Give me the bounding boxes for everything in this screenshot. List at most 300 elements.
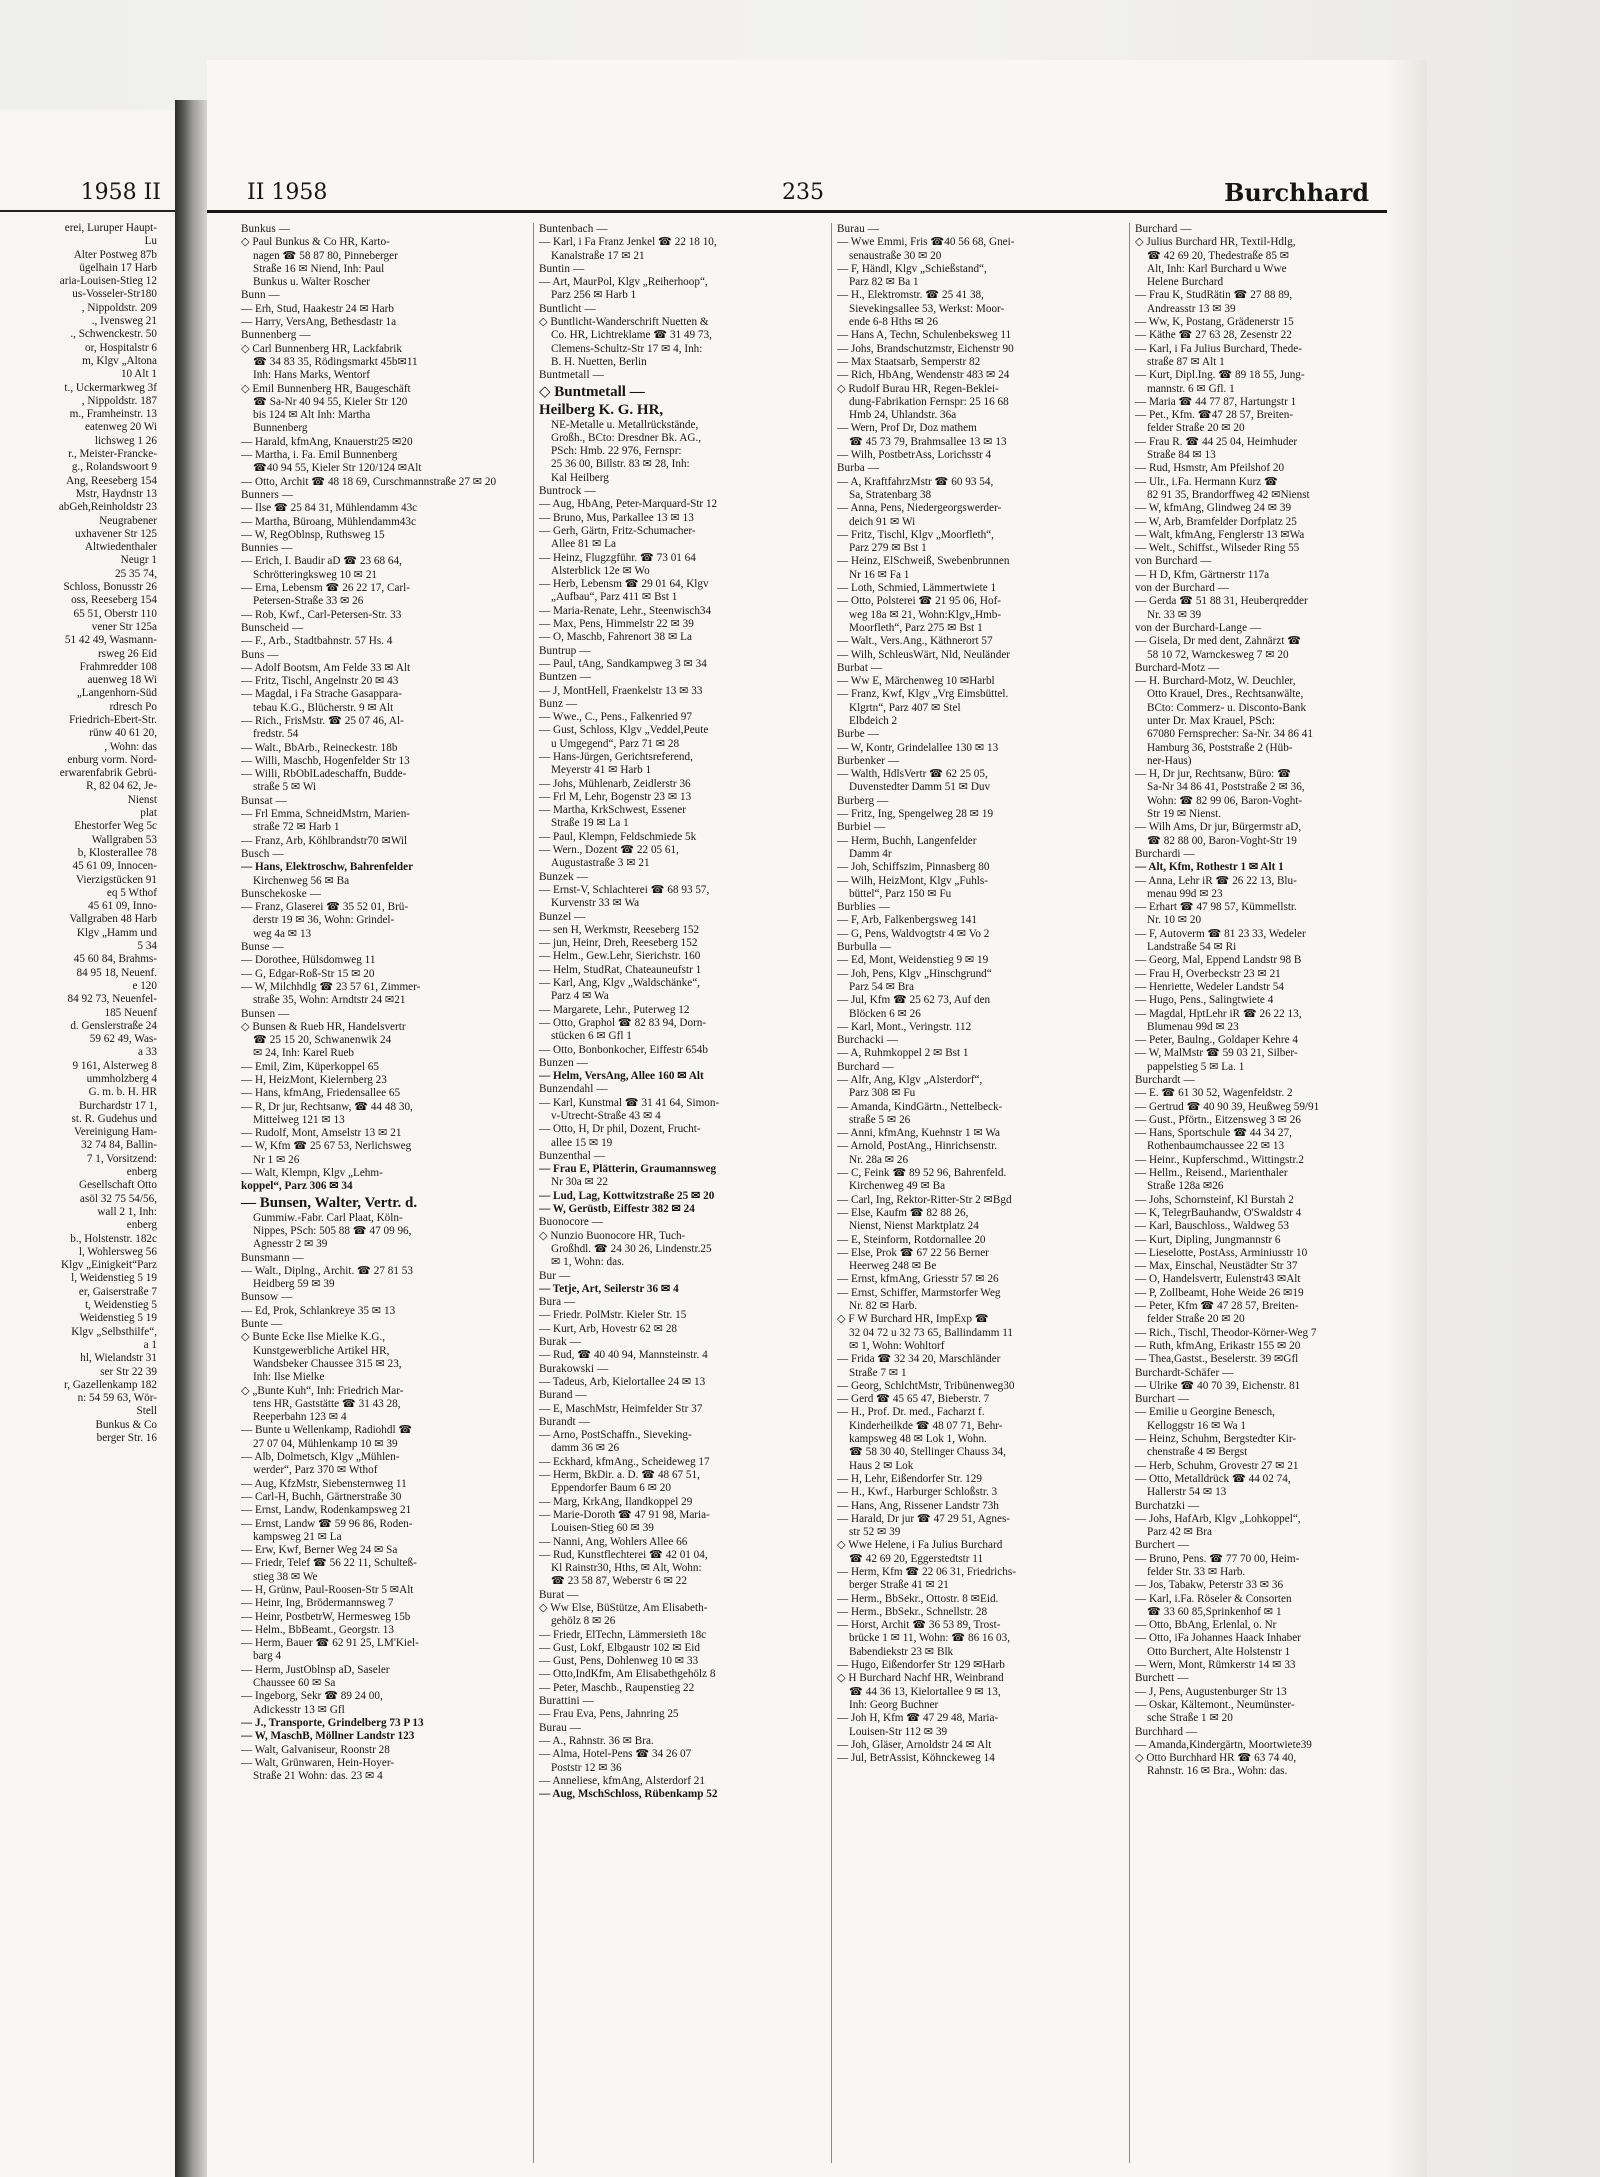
- surname-heading: Bunsmann —: [241, 1251, 304, 1264]
- directory-column-4: [1135, 223, 1421, 2163]
- previous-page-column: [0, 222, 175, 1445]
- directory-entry: kampsweg 48 ✉ Lok 1, Wohn.: [849, 1433, 987, 1446]
- directory-entry: — Ed, Mont, Weidenstieg 9 ✉ 19: [837, 954, 989, 967]
- previous-page-line: a 1: [143, 1338, 157, 1351]
- directory-entry: Petersen-Straße 33 ✉ 26: [253, 595, 364, 608]
- directory-entry: ☎ 42 69 20, Thedestraße 85 ✉: [1147, 249, 1290, 262]
- directory-entry: — Ww, K, Postang, Grädenerstr 15: [1135, 316, 1294, 329]
- previous-page-line: n: 54 59 63, Wör-: [77, 1392, 157, 1405]
- directory-entry: werder“, Parz 370 ✉ Wthof: [253, 1464, 378, 1477]
- previous-page-header: [0, 170, 175, 212]
- previous-page-line: t., Uckermarkweg 3f: [64, 381, 157, 394]
- previous-page-line: Neugr 1: [120, 554, 157, 567]
- previous-page-line: 10 Alt 1: [120, 368, 157, 381]
- directory-entry: — Otto,IndKfm, Am Elisabethgehölz 8: [539, 1668, 716, 1681]
- surname-heading: Buntmetall —: [539, 369, 604, 382]
- directory-entry: — W, MaschB, Möllner Landstr 123: [241, 1730, 415, 1743]
- directory-entry: Kurvenstr 33 ✉ Wa: [551, 897, 640, 910]
- previous-page-line: Gesellschaft Otto: [79, 1179, 157, 1192]
- column-divider: [1129, 223, 1130, 2163]
- directory-entry: — H, Lehr, Eißendorfer Str. 129: [837, 1472, 982, 1485]
- directory-entry: Nr. 10 ✉ 20: [1147, 914, 1202, 927]
- page-year: II 1958: [247, 180, 328, 205]
- directory-entry: Blumenau 99d ✉ 23: [1147, 1020, 1239, 1033]
- surname-heading: Bunzenthal —: [539, 1149, 606, 1162]
- directory-entry: — W, kfmAng, Glindweg 24 ✉ 39: [1135, 502, 1292, 515]
- directory-entry: — Alfr, Ang, Klgv „Alsterdorf“,: [837, 1074, 983, 1086]
- directory-entry: — Harry, VersAng, Bethesdastr 1a: [241, 316, 397, 329]
- directory-entry: — Kurt, Dipling, Jungmannstr 6: [1135, 1233, 1281, 1246]
- directory-entry: — Kurt, Arb, Hovestr 62 ✉ 28: [539, 1322, 678, 1335]
- directory-entry: Straße 21 Wohn: das. 23 ✉ 4: [253, 1770, 383, 1783]
- previous-page-line: G. m. b. H. HR: [88, 1086, 157, 1099]
- directory-entry: v-Utrecht-Straße 43 ✉ 4: [551, 1110, 661, 1122]
- directory-entry: — Ernst, Landw ☎ 59 96 86, Roden-: [241, 1517, 413, 1530]
- directory-entry: — Fritz, Ing, Spengelweg 28 ✉ 19: [837, 808, 994, 821]
- directory-entry: — Fritz, Tischl, Klgv „Moorfleth“,: [837, 528, 994, 541]
- directory-entry: — Frl M, Lehr, Bogenstr 23 ✉ 13: [539, 790, 692, 803]
- directory-entry: — H, Dr jur, Rechtsanw, Büro: ☎: [1135, 768, 1292, 781]
- surname-heading: Burau —: [539, 1721, 582, 1734]
- directory-entry: — Gust, Schloss, Klgv „Veddel,Peute: [539, 724, 709, 737]
- directory-entry: — Arnold, PostAng., Hinrichsenstr.: [837, 1140, 998, 1153]
- surname-heading: Burberg —: [837, 794, 889, 807]
- directory-entry: ner-Haus): [1147, 754, 1192, 767]
- directory-entry: — Gust, Pens, Dohlenweg 10 ✉ 33: [539, 1655, 699, 1668]
- directory-entry: Hallerstr 54 ✉ 13: [1147, 1486, 1227, 1499]
- directory-entry: derstr 19 ✉ 36, Wohn: Grindel-: [253, 914, 395, 927]
- directory-entry: Kal Heilberg: [551, 471, 609, 484]
- previous-page-line: 45 61 09, Innocen-: [72, 860, 157, 873]
- directory-entry: — Marie-Doroth ☎ 47 91 98, Maria-: [539, 1508, 710, 1521]
- directory-entry: — Johs, HafArb, Klgv „Lohkoppel“,: [1135, 1512, 1301, 1525]
- directory-entry: stücken 6 ✉ Gfl 1: [551, 1030, 632, 1043]
- directory-entry: — Hans, Ang, Rissener Landstr 73h: [837, 1499, 999, 1512]
- directory-entry: Reeperbahn 123 ✉ 4: [253, 1411, 347, 1424]
- directory-entry: Nr. 28a ✉ 26: [849, 1153, 909, 1166]
- directory-entry: chenstraße 4 ✉ Bergst: [1147, 1446, 1248, 1459]
- directory-entry: — H D, Kfm, Gärtnerstr 117a: [1135, 568, 1270, 581]
- previous-page-line: d. Genslerstraße 24: [70, 1019, 157, 1032]
- directory-entry: — Walt, Klempn, Klgv „Lehm-: [241, 1167, 383, 1180]
- directory-entry: ◇ F W Burchard HR, ImpExp ☎: [837, 1313, 989, 1326]
- directory-column-1: [241, 223, 527, 2163]
- previous-page-line: Klgv „Hamm und: [76, 926, 157, 939]
- directory-entry: — Ernst, Landw, Rodenkampsweg 21: [241, 1504, 412, 1517]
- directory-entry: 58 10 72, Warnckesweg 7 ✉ 20: [1147, 648, 1289, 661]
- directory-entry: — Ingeborg, Sekr ☎ 89 24 00,: [241, 1690, 383, 1703]
- directory-entry: — Helm., BbBeamt., Georgstr. 13: [241, 1623, 394, 1636]
- previous-page-line: Lu: [144, 235, 157, 248]
- directory-entry: Otto Krauel, Dres., Rechtsanwälte,: [1147, 688, 1304, 701]
- directory-entry: Duvenstedter Damm 51 ✉ Duv: [849, 781, 991, 794]
- directory-entry: — Frida ☎ 32 34 20, Marschländer: [837, 1353, 1001, 1366]
- directory-entry: 27 07 04, Mühlenkamp 10 ✉ 39: [253, 1437, 398, 1450]
- directory-entry: — Jul, Kfm ☎ 25 62 73, Auf den: [837, 994, 991, 1007]
- directory-entry: felder Str. 33 ✉ Harb.: [1147, 1565, 1246, 1578]
- previous-page-line: r., Meister-Francke-: [68, 448, 157, 461]
- directory-entry: Gummiw.-Fabr. Carl Plaat, Köln-: [253, 1211, 403, 1224]
- column-divider: [831, 223, 832, 2163]
- directory-entry: — Gust., Pförtn., Eitzensweg 3 ✉ 26: [1135, 1113, 1301, 1126]
- directory-entry: — Johs, Schornsteinf, Kl Burstah 2: [1135, 1193, 1294, 1206]
- directory-entry: — Herm, Bauer ☎ 62 91 25, LM'Kiel-: [241, 1637, 419, 1650]
- directory-entry: — Peter, Maschb., Raupenstieg 22: [539, 1681, 695, 1694]
- directory-entry: — G, Pens, Waldvogtstr 4 ✉ Vo 2: [837, 927, 990, 940]
- surname-heading: Buntzen —: [539, 671, 592, 684]
- directory-entry: Parz 279 ✉ Bst 1: [849, 542, 927, 555]
- directory-entry: — Ilse ☎ 25 84 31, Mühlendamm 43c: [241, 502, 418, 515]
- previous-page-line: Bunkus & Co: [95, 1418, 157, 1431]
- previous-page-line: 84 95 18, Neuenf.: [76, 966, 157, 979]
- directory-entry: Kinderheilkde ☎ 48 07 71, Behr-: [849, 1419, 1003, 1432]
- directory-entry: — Karl, Mont., Veringstr. 112: [837, 1020, 972, 1033]
- directory-entry: straße 72 ✉ Harb 1: [253, 821, 340, 834]
- directory-entry: — R, Dr jur, Rechtsanw, ☎ 44 48 30,: [241, 1100, 413, 1113]
- surname-heading: Burchart —: [1135, 1393, 1190, 1406]
- directory-entry: — Friedr, ElTechn, Lämmersieth 18c: [539, 1628, 707, 1641]
- directory-entry: Großh., BCto: Dresdner Bk. AG.,: [551, 431, 702, 444]
- directory-entry: Otto Burchert, Alte Holstenstr 1: [1147, 1645, 1291, 1658]
- previous-page-line: eq 5 Wthof: [106, 886, 157, 899]
- directory-entry: Agnesstr 2 ✉ 39: [253, 1238, 328, 1251]
- directory-entry: ◇ Julius Burchard HR, Textil-Hdlg,: [1135, 236, 1296, 249]
- directory-entry: Nr 16 ✉ Fa 1: [849, 568, 910, 581]
- previous-page-line: auenweg 18 Wi: [87, 674, 157, 687]
- directory-entry: — Gertrud ☎ 40 90 39, Heußweg 59/91: [1135, 1100, 1320, 1113]
- directory-entry: Blöcken 6 ✉ 26: [849, 1007, 921, 1020]
- previous-page-line: Wallgraben 53: [91, 833, 157, 846]
- previous-page-line: m., Framheinstr. 13: [69, 408, 157, 421]
- directory-entry: Schrötteringksweg 10 ✉ 21: [253, 568, 378, 581]
- directory-entry: Parz 42 ✉ Bra: [1147, 1526, 1212, 1539]
- previous-page-line: 7 1, Vorsitzend:: [86, 1152, 157, 1165]
- directory-entry: ☎ 45 73 79, Brahmsallee 13 ✉ 13: [849, 435, 1007, 448]
- directory-entry: — Emil, Zim, Küperkoppel 65: [241, 1060, 379, 1073]
- surname-heading: Burbat —: [837, 661, 883, 674]
- directory-entry: — Rob, Kwf., Carl-Petersen-Str. 33: [241, 608, 402, 621]
- directory-entry: pappelstieg 5 ✉ La. 1: [1147, 1060, 1245, 1073]
- directory-entry: — K, TelegrBauhandw, O'Swaldstr 4: [1135, 1206, 1302, 1219]
- directory-entry: — Herm, JustOblnsp aD, Saseler: [241, 1663, 390, 1676]
- directory-entry: Heilberg K. G. HR,: [539, 401, 664, 418]
- directory-entry: Poststr 12 ✉ 36: [551, 1761, 622, 1774]
- directory-entry: — J., Transporte, Grindelberg 73 P 13: [241, 1716, 424, 1729]
- directory-entry: — W, Milchhdlg ☎ 23 57 61, Zimmer-: [241, 980, 421, 993]
- directory-entry: ◇ H Burchard Nachf HR, Weinbrand: [837, 1672, 1004, 1685]
- previous-page-line: Stell: [136, 1405, 157, 1418]
- directory-column-3: [837, 223, 1123, 2163]
- directory-entry: — Marg, KrkAng, Ilandkoppel 29: [539, 1495, 693, 1508]
- directory-entry: — H. Burchard-Motz, W. Deuchler,: [1135, 675, 1296, 688]
- directory-entry: — Herm., BbSekr., Schnellstr. 28: [837, 1605, 988, 1618]
- directory-entry: allee 15 ✉ 19: [551, 1136, 613, 1149]
- directory-entry: — Erich, I. Baudir aD ☎ 23 68 64,: [241, 555, 402, 568]
- directory-entry: — Otto, Bonbonkocher, Eiffestr 654b: [539, 1043, 708, 1056]
- directory-entry: Nr 1 ✉ 26: [253, 1153, 300, 1166]
- directory-entry: — A, KraftfahrzMstr ☎ 60 93 54,: [837, 475, 994, 488]
- directory-entry: Augustastraße 3 ✉ 21: [551, 857, 650, 870]
- directory-entry: — J, Pens, Augustenburger Str 13: [1135, 1685, 1287, 1698]
- previous-page: [0, 110, 176, 2177]
- surname-heading: Buonocore —: [539, 1216, 604, 1229]
- directory-entry: Inh: Georg Buchner: [849, 1698, 939, 1711]
- previous-page-line: 185 Neuenf: [104, 1006, 157, 1019]
- directory-entry: — Aug, MschSchloss, Rübenkamp 52: [539, 1788, 718, 1801]
- directory-entry: — W, Kontr, Grindelallee 130 ✉ 13: [837, 741, 999, 754]
- previous-page-line: enburg vorm. Nord-: [67, 753, 157, 766]
- surname-heading: Burau —: [837, 223, 880, 235]
- previous-page-line: Weidenstieg 5 19: [79, 1312, 157, 1325]
- directory-entry: — Jul, BetrAssist, Köhnckeweg 14: [837, 1752, 995, 1765]
- directory-entry: Haus 2 ✉ Lok: [849, 1459, 914, 1472]
- surname-heading: Bunzendahl —: [539, 1083, 608, 1096]
- directory-entry: Parz 4 ✉ Wa: [551, 990, 609, 1003]
- directory-entry: Helene Burchard: [1147, 276, 1224, 289]
- directory-entry: — Frau H, Overbeckstr 23 ✉ 21: [1135, 967, 1281, 980]
- directory-entry: — Käthe ☎ 27 63 28, Zesenstr 22: [1135, 329, 1292, 342]
- directory-entry: — F, Arb, Falkenbergsweg 141: [837, 914, 977, 927]
- directory-entry: ☎ 58 30 40, Stellinger Chauss 34,: [849, 1446, 1006, 1459]
- directory-entry: PSch: Hmb. 22 976, Fernspr:: [551, 445, 682, 458]
- surname-heading: Burchacki —: [837, 1034, 899, 1047]
- directory-entry: — Ulr., i.Fa. Hermann Kurz ☎: [1135, 475, 1278, 488]
- surname-heading: Buntlicht —: [539, 302, 596, 315]
- surname-heading: Burakowski —: [539, 1362, 609, 1375]
- directory-entry: — H, HeizMont, Kielernberg 23: [241, 1074, 387, 1086]
- directory-entry: ◇ Carl Bunnenberg HR, Lackfabrik: [241, 342, 402, 355]
- directory-entry: ☎ Sa-Nr 40 94 55, Kieler Str 120: [253, 395, 408, 408]
- previous-page-line: 65 51, Oberstr 110: [73, 607, 157, 620]
- directory-entry: — Hellm., Reisend., Marienthaler: [1135, 1167, 1288, 1180]
- directory-entry: — Joh, Gläser, Arnoldstr 24 ✉ Alt: [837, 1738, 992, 1751]
- directory-entry: straße 35, Wohn: Arndtstr 24 ✉21: [253, 994, 406, 1007]
- directory-entry: NE-Metalle u. Metallrückstände,: [551, 418, 699, 431]
- surname-heading: Burchert —: [1135, 1539, 1190, 1552]
- page-header: [207, 170, 1387, 213]
- surname-heading: Buntrup —: [539, 644, 591, 657]
- directory-entry: — Carl, Ing, Rektor-Ritter-Str 2 ✉Bgd: [837, 1193, 1012, 1206]
- directory-entry: Inh: Ilse Mielke: [253, 1371, 325, 1384]
- directory-entry: — Anneliese, kfmAng, Alsterdorf 21: [539, 1774, 705, 1787]
- directory-entry: Großhdl. ☎ 24 30 26, Lindenstr.25: [551, 1242, 712, 1255]
- directory-entry: Andreasstr 13 ✉ 39: [1147, 302, 1236, 315]
- previous-page-line: 32 74 84, Ballin-: [81, 1139, 157, 1152]
- directory-entry: — Nanni, Ang, Wohlers Allee 66: [539, 1535, 688, 1548]
- directory-entry: ende 6-8 Hths ✉ 26: [849, 316, 938, 329]
- directory-entry: ◇ Bunsen & Rueb HR, Handelsvertr: [241, 1020, 406, 1033]
- directory-entry: — Eckhard, kfmAng., Scheideweg 17: [539, 1455, 710, 1468]
- directory-entry: fredstr. 54: [253, 728, 299, 741]
- directory-entry: — Thea,Gastst., Beselerstr. 39 ✉Gfl: [1135, 1353, 1299, 1366]
- directory-entry: Parz 82 ✉ Ba 1: [849, 276, 919, 289]
- directory-entry: — Herm, BkDir. a. D. ☎ 48 67 51,: [539, 1469, 700, 1482]
- directory-entry: — Art, MaurPol, Klgv „Reiherhoop“,: [539, 276, 708, 289]
- directory-entry: ☎ 25 15 20, Schwanenwik 24: [253, 1034, 392, 1047]
- directory-entry: kampsweg 21 ✉ La: [253, 1530, 342, 1543]
- surname-heading: Bunnenberg —: [241, 329, 311, 342]
- previous-page-line: e 120: [132, 979, 157, 992]
- previous-page-line: ügelhain 17 Harb: [79, 261, 157, 274]
- previous-page-line: Schloss, Bonusstr 26: [63, 581, 157, 594]
- directory-entry: — Walt., BbArb., Reineckestr. 18b: [241, 741, 398, 754]
- directory-entry: — Hugo, Pens., Salingtwiete 4: [1135, 994, 1274, 1007]
- directory-entry: B. H. Nuetten, Berlin: [551, 355, 647, 368]
- directory-entry: — Otto, H, Dr phil, Dozent, Frucht-: [539, 1123, 701, 1136]
- directory-entry: gehölz 8 ✉ 26: [551, 1615, 616, 1628]
- surname-heading: Bunsow —: [241, 1291, 293, 1304]
- directory-entry: — Otto, Metalldrück ☎ 44 02 74,: [1135, 1472, 1291, 1485]
- directory-entry: — Heinr, Ing, Brödermannsweg 7: [241, 1597, 394, 1610]
- column-divider: [533, 223, 534, 2163]
- directory-entry: ◇ Otto Burchhard HR ☎ 63 74 40,: [1135, 1752, 1297, 1765]
- previous-page-line: ., Ivensweg 21: [91, 315, 157, 328]
- directory-entry: — Hans, kfmAng, Friedensallee 65: [241, 1087, 401, 1100]
- directory-entry: — Heinr., Kupferschmd., Wittingstr.2: [1135, 1153, 1305, 1166]
- directory-entry: — Karl, i Fa Franz Jenkel ☎ 22 18 10,: [539, 236, 717, 249]
- directory-entry: — Rich., FrisMstr. ☎ 25 07 46, Al-: [241, 714, 404, 727]
- directory-entry: weg 4a ✉ 13: [253, 927, 312, 940]
- directory-entry: koppel“, Parz 306 ✉ 34: [241, 1180, 353, 1193]
- directory-entry: — Karl, Bauschloss., Waldweg 53: [1135, 1220, 1289, 1233]
- directory-entry: berger Straße 41 ✉ 21: [849, 1579, 949, 1592]
- directory-entry: — Gerd ☎ 45 65 47, Bieberstr. 7: [837, 1393, 990, 1406]
- directory-entry: Parz 308 ✉ Fu: [849, 1087, 916, 1100]
- surname-heading: Buntin —: [539, 262, 585, 275]
- directory-entry: — Karl, i Fa Julius Burchard, Thede-: [1135, 342, 1302, 355]
- directory-entry: — Johs, Brandschutzmstr, Eichenstr 90: [837, 342, 1014, 355]
- directory-entry: Heidberg 59 ✉ 39: [253, 1278, 335, 1291]
- directory-entry: bis 124 ✉ Alt Inh: Martha: [253, 409, 371, 422]
- directory-entry: ◇ Wwe Helene, i Fa Julius Burchard: [837, 1539, 1003, 1552]
- directory-entry: — Martha, KrkSchwest, Essener: [539, 804, 686, 817]
- directory-entry: — Anna, Lehr iR ☎ 26 22 13, Blu-: [1135, 874, 1297, 887]
- directory-entry: — Lieselotte, PostAss, Arminiusstr 10: [1135, 1246, 1308, 1259]
- previous-page-line: Klgv „Selbsthilfe“,: [71, 1325, 157, 1338]
- previous-page-line: Ang, Reeseberg 154: [66, 474, 157, 487]
- previous-page-line: erei, Luruper Haupt-: [64, 222, 157, 234]
- directory-entry: — Magdal, i Fa Strache Gasappara-: [241, 688, 402, 701]
- previous-page-line: 45 60 84, Brahms-: [73, 953, 157, 966]
- directory-entry: — Herm, Kfm ☎ 22 06 31, Friedrichs-: [837, 1565, 1016, 1578]
- directory-entry: — Aug, KfzMstr, Siebensternweg 11: [241, 1477, 407, 1490]
- directory-entry: — Magdal, HptLehr iR ☎ 26 22 13,: [1135, 1007, 1302, 1020]
- directory-entry: — Welt., Schiffst., Wilseder Ring 55: [1135, 542, 1300, 555]
- surname-heading: Bunscheid —: [241, 621, 304, 634]
- previous-page-line: Altwiedenthaler: [84, 541, 157, 554]
- directory-entry: dung-Fabrikation Fernspr: 25 16 68: [849, 395, 1009, 408]
- directory-entry: u Umgegend“, Parz 71 ✉ 28: [551, 737, 680, 750]
- previous-page-line: abGeh,Reinholdstr 23: [58, 501, 157, 514]
- directory-entry: Sa-Nr 34 86 41, Poststraße 2 ✉ 36,: [1147, 781, 1305, 794]
- directory-entry: Chaussee 60 ✉ Sa: [253, 1677, 336, 1690]
- directory-entry: — Ernst, kfmAng, Griesstr 57 ✉ 26: [837, 1273, 999, 1286]
- surname-heading: Buntenbach —: [539, 223, 608, 235]
- previous-page-line: oss, Reeseberg 154: [71, 594, 157, 607]
- directory-entry: Str 19 ✉ Nienst.: [1147, 808, 1222, 821]
- directory-entry: Wandsbeker Chaussee 315 ✉ 23,: [253, 1357, 402, 1370]
- directory-entry: — Hans, Sportschule ☎ 44 34 27,: [1135, 1127, 1292, 1140]
- surname-heading: Bunse —: [241, 941, 284, 954]
- directory-entry: 32 04 72 u 32 73 65, Ballindamm 11: [849, 1326, 1013, 1339]
- previous-page-line: Neugrabener: [99, 514, 157, 527]
- directory-entry: — Otto, Polsterei ☎ 21 95 06, Hof-: [837, 595, 1002, 608]
- surname-heading: Burblies —: [837, 901, 890, 914]
- directory-entry: — Franz, Arb, Köhlbrandstr70 ✉Wil: [241, 834, 408, 847]
- directory-entry: — Frau R. ☎ 44 25 04, Heimhuder: [1135, 435, 1298, 448]
- directory-entry: — H, Grünw, Paul-Roosen-Str 5 ✉Alt: [241, 1583, 414, 1596]
- surname-heading: Bura —: [539, 1296, 576, 1309]
- directory-entry: — Rich, HbAng, Wendenstr 483 ✉ 24: [837, 369, 1010, 382]
- surname-heading: Burchard-Motz —: [1135, 661, 1220, 674]
- directory-entry: — Paul, Klempn, Feldschmiede 5k: [539, 830, 697, 843]
- directory-entry: straße 5 ✉ 26: [849, 1113, 911, 1126]
- previous-page-year: 1958 II: [80, 180, 161, 205]
- directory-entry: weg 18a ✉ 21, Wohn:Klgv„Hmb-: [849, 608, 1002, 621]
- directory-entry: Elbdeich 2: [849, 714, 898, 727]
- directory-entry: menau 99d ✉ 23: [1147, 887, 1223, 900]
- directory-entry: Kanalstraße 17 ✉ 21: [551, 249, 645, 262]
- directory-entry: — Adolf Bootsm, Am Felde 33 ✉ Alt: [241, 661, 411, 674]
- directory-entry: ◇ Buntlicht-Wanderschrift Nuetten &: [539, 316, 709, 329]
- surname-heading: Burbiel —: [837, 821, 886, 834]
- directory-entry: — Franz, Kwf, Klgv „Vrg Eimsbüttel.: [837, 688, 1009, 701]
- directory-entry: ◇ Paul Bunkus & Co HR, Karto-: [241, 236, 390, 249]
- directory-entry: — Harald, Dr jur ☎ 47 29 51, Agnes-: [837, 1512, 1011, 1525]
- directory-entry: — Franz, Glaserei ☎ 35 52 01, Brü-: [241, 901, 409, 914]
- directory-entry: — Otto, Archit ☎ 48 18 69, Curschmannstraße 27 ✉ 20: [241, 475, 497, 488]
- directory-entry: Hamburg 36, Poststraße 2 (Hüb-: [1147, 741, 1293, 754]
- directory-entry: — Friedr, Telef ☎ 56 22 11, Schulteß-: [241, 1557, 417, 1570]
- directory-entry: — Wilh, SchleusWärt, Nld, Neuländer: [837, 648, 1011, 661]
- surname-heading: Bunsat —: [241, 794, 287, 807]
- surname-heading: Bunkus —: [241, 223, 290, 235]
- surname-heading: Bunsen —: [241, 1007, 290, 1020]
- directory-entry: Nr. 33 ✉ 39: [1147, 608, 1202, 621]
- directory-entry: — Frau K, StudRätin ☎ 27 88 89,: [1135, 289, 1293, 302]
- previous-page-line: rünw 40 61 20,: [89, 727, 157, 740]
- previous-page-line: st. R. Gudehus und: [71, 1112, 157, 1125]
- surname-heading: Burchardt-Schäfer —: [1135, 1366, 1234, 1379]
- directory-entry: — Hans-Jürgen, Gerichtsreferend,: [539, 750, 693, 763]
- directory-entry: — Herb, Lebensm ☎ 29 01 64, Klgv: [539, 578, 709, 591]
- surname-heading: Bunners —: [241, 488, 294, 501]
- directory-entry: — Karl, i.Fa. Röseler & Consorten: [1135, 1592, 1292, 1605]
- directory-entry: 25 36 00, Billstr. 83 ✉ 28, Inh:: [551, 458, 690, 471]
- directory-entry: — Walt., Diplng., Archit. ☎ 27 81 53: [241, 1264, 413, 1277]
- directory-entry: — Harald, kfmAng, Knauerstr25 ✉20: [241, 435, 413, 448]
- directory-entry: — Heinz, ElSchweiß, Swebenbrunnen: [837, 555, 1010, 568]
- directory-entry: Mittelweg 121 ✉ 13: [253, 1113, 345, 1126]
- directory-entry: — Kurt, Dipl.Ing. ☎ 89 18 55, Jung-: [1135, 369, 1305, 382]
- directory-entry: — Margarete, Lehr., Puterweg 12: [539, 1003, 690, 1016]
- directory-entry: Sievekingsallee 53, Werkst: Moor-: [849, 302, 1005, 315]
- surname-heading: Burattini —: [539, 1695, 594, 1708]
- directory-entry: — Wern., Dozent ☎ 22 05 61,: [539, 844, 679, 857]
- directory-entry: ☎ 23 58 87, Weberstr 6 ✉ 22: [551, 1575, 687, 1588]
- surname-heading: Bunnies —: [241, 542, 293, 555]
- directory-entry: — Joh H, Kfm ☎ 47 29 48, Maria-: [837, 1712, 999, 1725]
- directory-entry: ✉ 24, Inh: Karel Rueb: [253, 1047, 355, 1060]
- directory-entry: — Karl, Kunstmal ☎ 31 41 64, Simon-: [539, 1096, 720, 1109]
- directory-entry: ☎ 34 83 35, Rödingsmarkt 45b✉11: [253, 355, 418, 368]
- previous-page-line: , Nippoldstr. 209: [81, 301, 157, 314]
- surname-heading: Bunn —: [241, 289, 280, 302]
- surname-heading: Burat —: [539, 1588, 579, 1601]
- directory-entry: büttel“, Parz 150 ✉ Fu: [849, 887, 952, 900]
- previous-page-line: Vierzigstücken 91: [75, 873, 157, 886]
- previous-page-line: Mstr, Haydnstr 13: [75, 487, 157, 500]
